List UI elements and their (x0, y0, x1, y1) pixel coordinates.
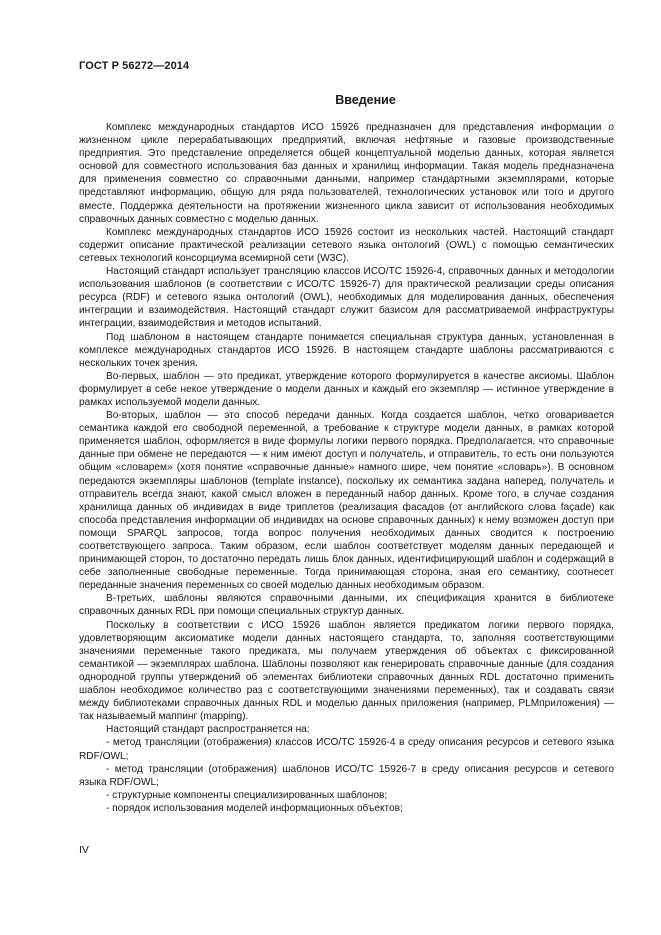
paragraph-scope-intro: Настоящий стандарт распространяется на: (106, 724, 310, 736)
paragraph-template-definition: Под шаблоном в настоящем стандарте понимается специальная структура данных, установленная в комплексе международных стандартов ИСО 15926. В настоящем стандарте шаблоны рассматриваются с нескольких точек зрения. (79, 331, 614, 369)
standard-number-header: ГОСТ Р 56272—2014 (79, 60, 190, 72)
list-item: - метод трансляции (отображения) шаблонов ИСО/ТС 15926-7 в среду описания ресурсов и сетевого языка RDF/OWL; (79, 763, 614, 788)
paragraph-first: Во-первых, шаблон — это предикат, утверждение которого формулируется в качестве аксиомы. Шаблон формулирует в себе некое утверждение о модели данных и каждый его экземпляр — истинное утверждение в рамках используемой модели данных. (79, 370, 614, 408)
paragraph-translation: Настоящий стандарт использует трансляцию классов ИСО/ТС 15926-4, справочных данных и методологии использования шаблонов (в соответствии с ИСО/ТС 15926-7) для практической реализации среды описания ресурса (RDF) и сетевого языка онтологий (OWL), необходимых для моделирования данных, обеспечения интеграции и взаимодействия. Настоящий стандарт служит базисом для рассматриваемой инфраструктуры интеграции, взаимодействия и методов испытаний. (79, 266, 614, 330)
paragraph-second: Во-вторых, шаблон — это способ передачи данных. Когда создается шаблон, четко оговаривается семантика каждой его свободной переменной, а требование к структуре модели данных, в рамках которой применяется шаблон, оформляется в виде формулы логики первого порядка. Предполагается, что справочные данные при обмене не передаются — к ним имеют доступ и получатель, и отправитель, то есть они пользуются общим «словарем» (хотя понятие «справочные данные» намного шире, чем понятие «словарь»). В основном передаются экземпляры шаблонов (template instance), поскольку их семантика задана наперед, получатель и отправитель всегда знают, какой смысл вложен в переданный набор данных. Кроме того, в случае создания хранилища данных об индивидах в виде триплетов (реализация фасадов (от английского слова façade) как способа представления информации об индивидах на основе справочных данных) к нему возможен доступ при помощи SPARQL запросов, тогда вопрос получения необходимых данных сводится к построению соответствующего запроса. Таким образом, если шаблон соответствует моделям данных передающей и принимающей сторон, то достаточно передать лишь блок данных, идентифицирующий шаблон и содержащий в себе заполненные свободные переменные. Тогда принимающая сторона, зная его семантику, соотнесет переданные значения переменных со своей моделью данных необходимым образом. (79, 410, 614, 592)
list-item: - структурные компоненты специализированных шаблонов; (106, 789, 388, 801)
paragraph-third: В-третьих, шаблоны являются справочными данными, их спецификация хранится в библиотеке справочных данных RDL при помощи специальных структур данных. (79, 593, 614, 618)
paragraph-intro: Комплекс международных стандартов ИСО 15926 предназначен для представления информации о жизненном цикле перерабатывающих предприятий, включая нефтяные и газовые производственные предприятия. Это представление определяется общей концептуальной моделью данных, которая является основой для совместного использования баз данных и хранилищ информации. Такая модель предназначена для применения совместно со справочными данными, например стандартными экземплярами, которые представляют информацию, общую для ряда пользователей, технологических установок или того и другого вместе. Поддержка деятельности на протяжении жизненного цикла зависит от использования необходимых справочных данных совместно с моделью данных. (79, 122, 614, 225)
paragraph-parts: Комплекс международных стандартов ИСО 15926 состоит из нескольких частей. Настоящий стандарт содержит описание практической реализации сетевого языка онтологий (OWL) с помощью семантических сетевых технологий консорциума всемирной сети (W3C). (79, 226, 614, 264)
body-text (79, 121, 614, 815)
section-title: Введение (335, 93, 396, 107)
list-item: - порядок использования моделей информационных объектов; (106, 802, 403, 814)
list-item: - метод трансляции (отображения) классов ИСО/ТС 15926-4 в среду описания ресурсов и сетевого языка RDF/OWL; (79, 737, 614, 762)
page-number: IV (79, 844, 89, 856)
paragraph-predicate: Поскольку в соответствии с ИСО 15926 шаблон является предикатом логики первого порядка, удовлетворяющим аксиоматике модели данных настоящего стандарта, то, заполняя соответствующими значениями переменные такого предиката, мы получаем утверждения об объектах с фиксированной семантикой — экземплярах шаблона. Шаблоны позволяют как генерировать справочные данные (для создания однородной группы утверждений об элементах библиотеки справочных данных RDL достаточно применить шаблон необходимое количество раз с соответствующими значениями переменных), так и создавать связи между библиотеками справочных данных RDL и моделью данных приложения (например, PLMприложения) — так называемый маппинг (mapping). (79, 619, 614, 723)
